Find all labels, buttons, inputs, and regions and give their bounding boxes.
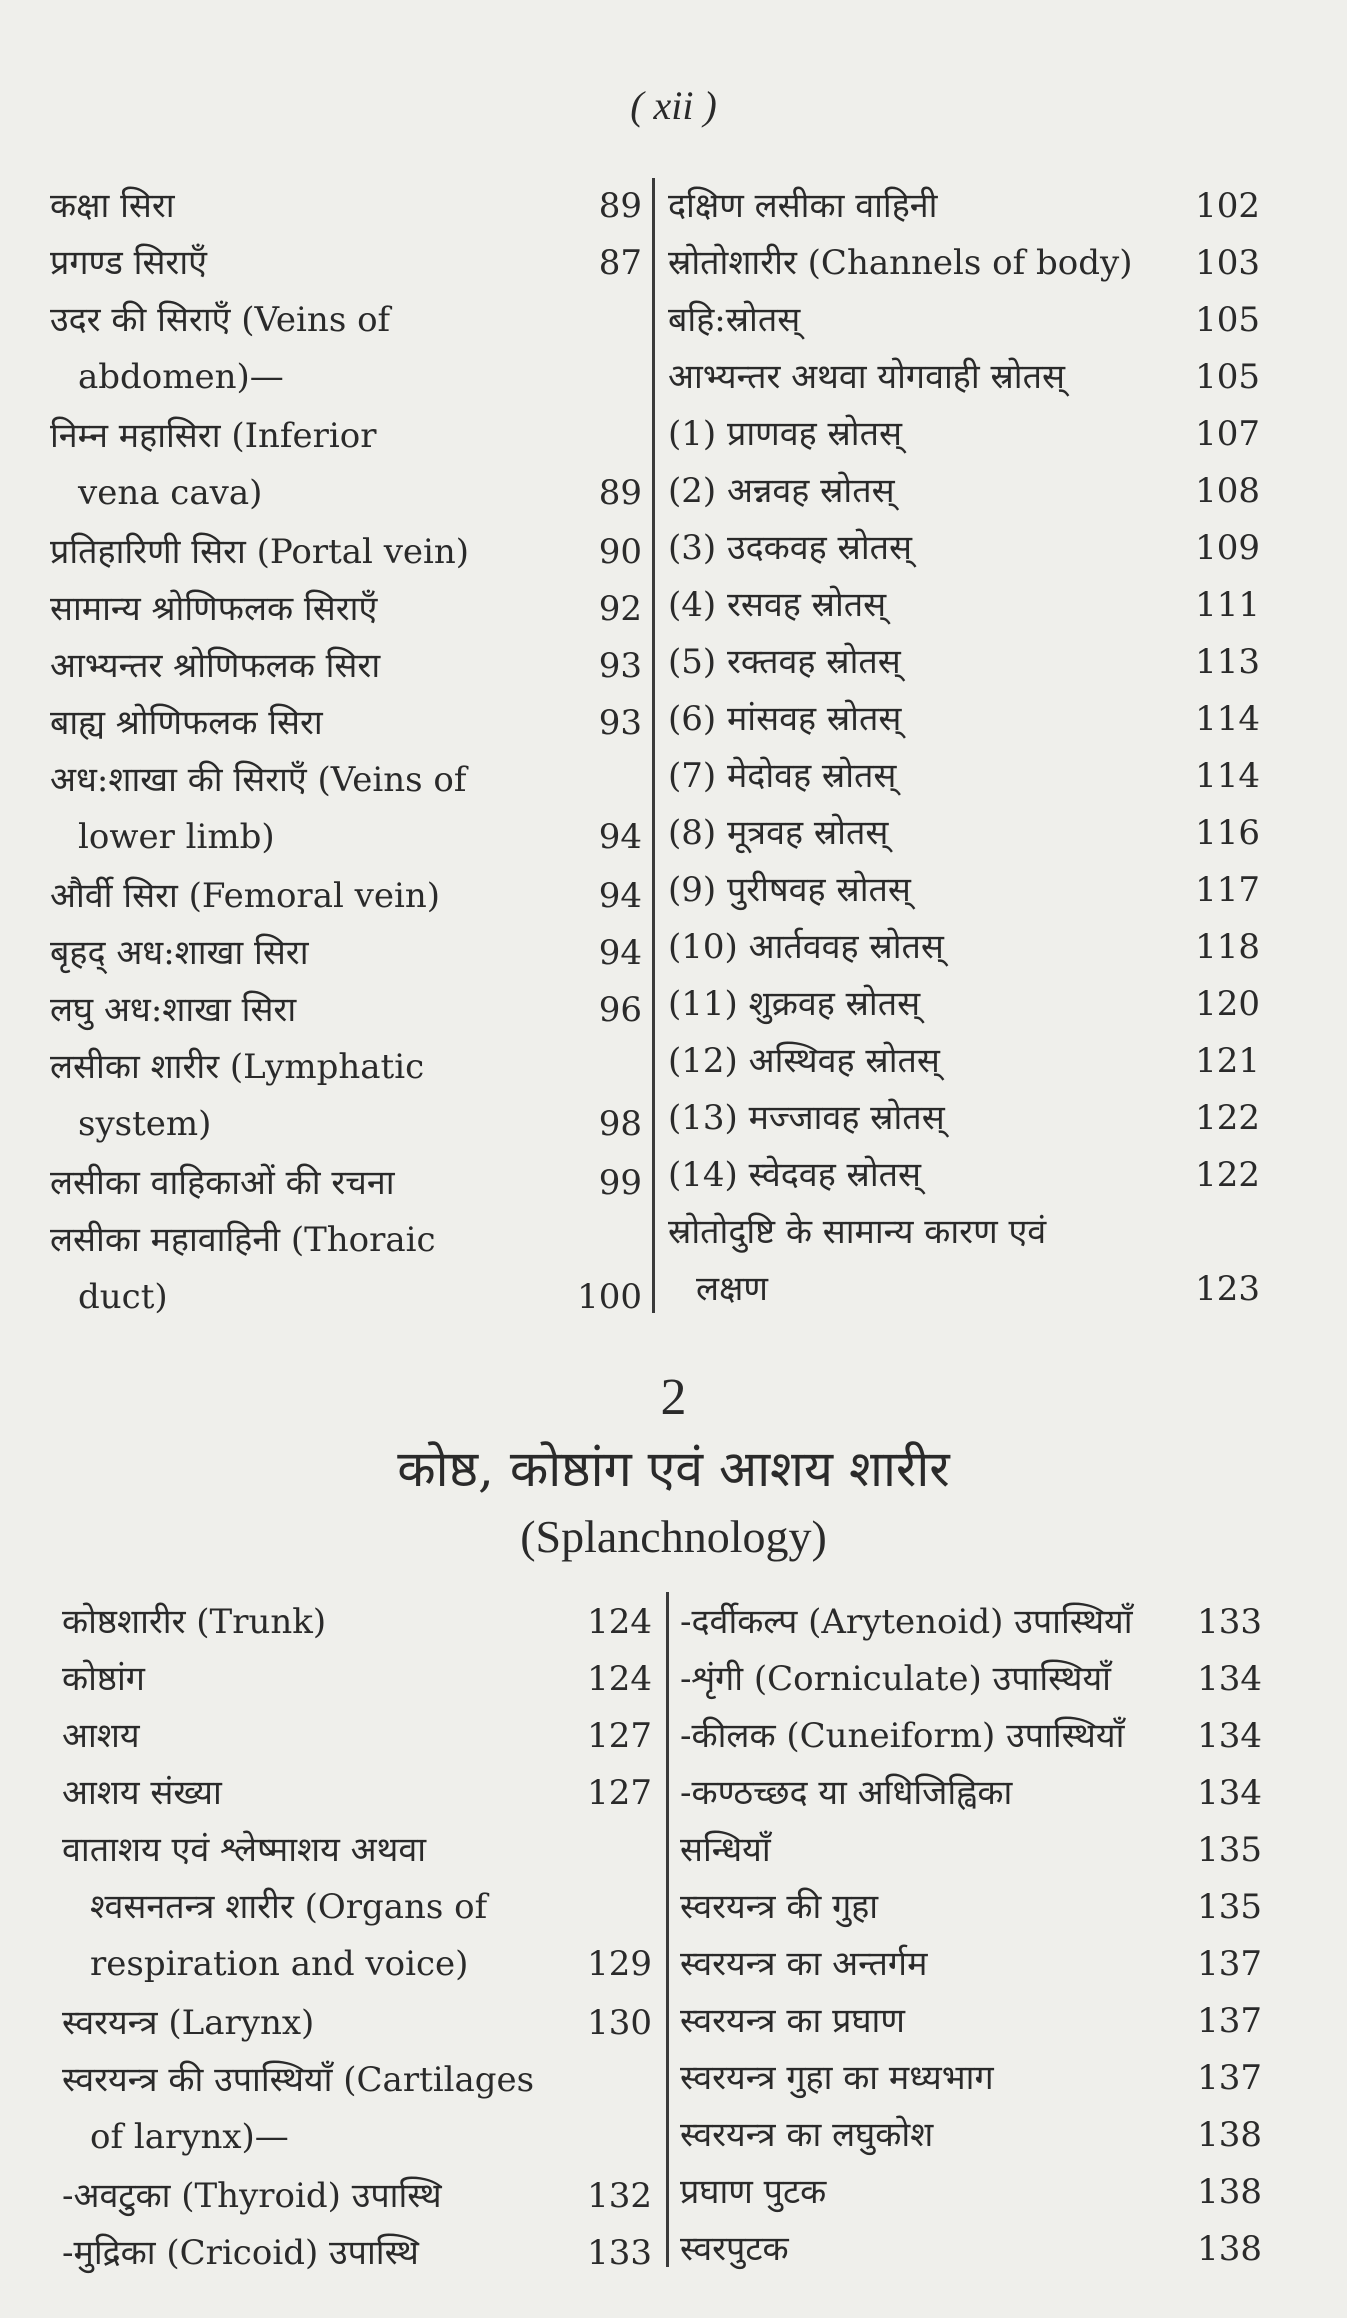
page-ref: 94 (598, 817, 642, 857)
entry-title: आभ्यन्तर श्रोणिफलक सिरा (50, 646, 381, 686)
entry-title: (11) शुक्रवह स्रोतस् (668, 984, 921, 1024)
page-ref: 99 (598, 1163, 642, 1203)
toc-entry (668, 178, 1260, 235)
page-ref: 122 (1195, 1155, 1260, 1195)
entry-title: कोष्ठशारीर (Trunk) (62, 1602, 327, 1642)
toc-entry (50, 752, 642, 866)
toc-entry (668, 463, 1260, 520)
page-ref: 138 (1197, 2115, 1262, 2155)
page-ref: 105 (1195, 357, 1260, 397)
page-ref: 124 (587, 1602, 652, 1642)
entry-title: लघु अध:शाखा सिरा (50, 990, 297, 1030)
toc-entry (668, 1033, 1260, 1090)
entry-title: उदर की सिराएँ (Veins of (50, 300, 391, 340)
page-ref: 93 (598, 703, 642, 743)
entry-title: -कण्ठच्छद या अधिजिह्विका (680, 1773, 1013, 1813)
page-ref: 90 (598, 532, 642, 572)
toc-entry (62, 1822, 652, 1993)
entry-title-continuation: respiration and voice) (90, 1944, 469, 1984)
entry-title: स्वरयन्त्र का अन्तर्गम (680, 1944, 928, 1984)
entry-title: (1) प्राणवह स्रोतस् (668, 414, 902, 454)
toc-entry (50, 581, 642, 638)
toc-entry (62, 1708, 652, 1765)
entry-title: अध:शाखा की सिराएँ (Veins of (50, 760, 467, 800)
page-ref: 127 (587, 1716, 652, 1756)
toc-entry (50, 178, 642, 235)
column-divider (652, 178, 655, 1313)
toc-entry (62, 1651, 652, 1708)
toc-entry (62, 2052, 652, 2166)
page-ref: 114 (1195, 699, 1260, 739)
entry-title: प्रघाण पुटक (680, 2172, 827, 2212)
toc-entry (680, 1594, 1262, 1651)
page-ref: 105 (1195, 300, 1260, 340)
toc-entry (50, 868, 642, 925)
toc-entry (62, 1765, 652, 1822)
entry-title: (7) मेदोवह स्रोतस् (668, 756, 897, 796)
toc-entry (668, 349, 1260, 406)
toc-entry (668, 406, 1260, 463)
toc-entry (680, 1822, 1262, 1879)
entry-title: (4) रसवह स्रोतस् (668, 585, 887, 625)
toc-entry (668, 862, 1260, 919)
page-ref: 109 (1195, 528, 1260, 568)
page-ref: 130 (587, 2003, 652, 2043)
page-ref: 138 (1197, 2172, 1262, 2212)
page-ref: 102 (1195, 186, 1260, 226)
entry-title-continuation: श्वसनतन्त्र शारीर (Organs of (90, 1887, 488, 1927)
toc-entry (50, 982, 642, 1039)
toc-entry (668, 235, 1260, 292)
entry-title: (2) अन्नवह स्रोतस् (668, 471, 895, 511)
entry-title: आशय संख्या (62, 1773, 222, 1813)
toc-entry (50, 524, 642, 581)
toc-entry (50, 292, 642, 406)
entry-title: स्रोतोशारीर (Channels of body) (668, 243, 1133, 283)
entry-title: (5) रक्तवह स्रोतस् (668, 642, 901, 682)
toc-entry (668, 634, 1260, 691)
page-number: ( xii ) (630, 83, 717, 128)
entry-title: सन्धियाँ (680, 1830, 771, 1870)
toc-entry (50, 1039, 642, 1153)
page-ref: 94 (598, 933, 642, 973)
toc-entry (668, 520, 1260, 577)
toc-entry (50, 925, 642, 982)
toc-entry (680, 1651, 1262, 1708)
entry-title: स्वरयन्त्र की उपास्थियाँ (Cartilages (62, 2060, 535, 2100)
page-ref: 87 (598, 243, 642, 283)
page-ref: 108 (1195, 471, 1260, 511)
entry-title: और्वी सिरा (Femoral vein) (50, 876, 441, 916)
chapter-number: 2 (660, 1369, 687, 1426)
toc-entry (668, 976, 1260, 1033)
entry-title: बहि:स्रोतस् (668, 300, 801, 340)
page-ref: 134 (1197, 1773, 1262, 1813)
toc-entry (680, 1936, 1262, 1993)
entry-title: -मुद्रिका (Cricoid) उपास्थि (62, 2233, 419, 2273)
page-ref: 111 (1195, 585, 1260, 625)
page-ref: 114 (1195, 756, 1260, 796)
entry-title: स्वरयन्त्र की गुहा (680, 1887, 879, 1927)
entry-title: (9) पुरीषवह स्रोतस् (668, 870, 911, 910)
entry-title: (8) मूत्रवह स्रोतस् (668, 813, 889, 853)
toc-entry (680, 1993, 1262, 2050)
entry-title-continuation: vena cava) (78, 473, 263, 513)
entry-title: (12) अस्थिवह स्रोतस् (668, 1041, 940, 1081)
toc-entry (680, 1708, 1262, 1765)
entry-title: बृहद् अध:शाखा सिरा (50, 933, 309, 973)
page-ref: 121 (1195, 1041, 1260, 1081)
entry-title: स्वरयन्त्र का लघुकोश (680, 2115, 934, 2155)
toc-entry (50, 235, 642, 292)
entry-title: लसीका वाहिकाओं की रचना (50, 1163, 395, 1203)
entry-title: स्वरयन्त्र गुहा का मध्यभाग (680, 2058, 994, 2098)
page-ref: 103 (1195, 243, 1260, 283)
entry-title: लसीका महावाहिनी (Thoraic (50, 1220, 436, 1260)
toc-entry (680, 1765, 1262, 1822)
entry-title: आभ्यन्तर अथवा योगवाही स्रोतस् (668, 357, 1065, 397)
toc-entry (668, 292, 1260, 349)
page-ref: 129 (587, 1944, 652, 1984)
page-ref: 120 (1195, 984, 1260, 1024)
entry-title: कक्षा सिरा (50, 186, 175, 226)
page-ref: 124 (587, 1659, 652, 1699)
entry-title: दक्षिण लसीका वाहिनी (668, 186, 938, 226)
entry-title: सामान्य श्रोणिफलक सिराएँ (50, 589, 378, 629)
page-ref: 135 (1197, 1830, 1262, 1870)
page-ref: 132 (587, 2176, 652, 2216)
page-ref: 89 (598, 473, 642, 513)
page-ref: 116 (1195, 813, 1260, 853)
page-ref: 100 (577, 1277, 642, 1317)
entry-title-continuation: lower limb) (78, 817, 275, 857)
toc-entry (50, 408, 642, 522)
entry-title: वाताशय एवं श्लेष्माशय अथवा (62, 1830, 427, 1870)
toc-entry (50, 1212, 642, 1326)
page-ref: 134 (1197, 1716, 1262, 1756)
toc-entry (668, 919, 1260, 976)
column-divider (666, 1592, 669, 2267)
entry-title: प्रगण्ड सिराएँ (50, 243, 207, 283)
toc-entry (50, 638, 642, 695)
toc-entry (680, 2164, 1262, 2221)
page-ref: 133 (587, 2233, 652, 2273)
page-ref: 92 (598, 589, 642, 629)
entry-title: -शृंगी (Corniculate) उपास्थियाँ (680, 1659, 1111, 1699)
page-ref: 118 (1195, 927, 1260, 967)
entry-title: बाह्य श्रोणिफलक सिरा (50, 703, 323, 743)
page-ref: 137 (1197, 2058, 1262, 2098)
toc-entry (668, 1204, 1260, 1318)
toc-entry (668, 1090, 1260, 1147)
entry-title-continuation: लक्षण (696, 1269, 769, 1309)
toc-entry (62, 2225, 652, 2282)
page-ref: 137 (1197, 2001, 1262, 2041)
page-ref: 122 (1195, 1098, 1260, 1138)
page-ref: 107 (1195, 414, 1260, 454)
entry-title-continuation: duct) (78, 1277, 168, 1317)
entry-title: (13) मज्जावह स्रोतस् (668, 1098, 945, 1138)
toc-entry (668, 748, 1260, 805)
chapter-title-hindi: कोष्ठ, कोष्ठांग एवं आशय शारीर (397, 1440, 950, 1498)
page-ref: 94 (598, 876, 642, 916)
entry-title: प्रतिहारिणी सिरा (Portal vein) (50, 532, 470, 572)
entry-title: स्रोतोदुष्टि के सामान्य कारण एवं (668, 1212, 1047, 1252)
toc-entry (668, 805, 1260, 862)
entry-title: -दर्वीकल्प (Arytenoid) उपास्थियाँ (680, 1602, 1133, 1642)
page-ref: 133 (1197, 1602, 1262, 1642)
entry-title: स्वरयन्त्र का प्रघाण (680, 2001, 905, 2041)
page-ref: 93 (598, 646, 642, 686)
toc-entry (680, 2107, 1262, 2164)
page-ref: 134 (1197, 1659, 1262, 1699)
toc-entry (680, 2050, 1262, 2107)
entry-title: (3) उदकवह स्रोतस् (668, 528, 913, 568)
page-ref: 113 (1195, 642, 1260, 682)
entry-title: (14) स्वेदवह स्रोतस् (668, 1155, 922, 1195)
toc-entry (668, 577, 1260, 634)
page-ref: 96 (598, 990, 642, 1030)
page-ref: 137 (1197, 1944, 1262, 1984)
page-ref: 117 (1195, 870, 1260, 910)
toc-entry (668, 1147, 1260, 1204)
entry-title-continuation: abdomen)— (78, 357, 284, 397)
entry-title: लसीका शारीर (Lymphatic (50, 1047, 425, 1087)
entry-title: स्वरयन्त्र (Larynx) (62, 2003, 315, 2043)
chapter-title-english: (Splanchnology) (520, 1511, 827, 1562)
page-ref: 123 (1195, 1269, 1260, 1309)
entry-title: -अवटुका (Thyroid) उपास्थि (62, 2176, 442, 2216)
page-ref: 135 (1197, 1887, 1262, 1927)
toc-entry (50, 695, 642, 752)
entry-title: (10) आर्तववह स्रोतस् (668, 927, 944, 967)
toc-entry (62, 1594, 652, 1651)
entry-title: (6) मांसवह स्रोतस् (668, 699, 902, 739)
entry-title: -कीलक (Cuneiform) उपास्थियाँ (680, 1716, 1125, 1756)
toc-entry (62, 1995, 652, 2052)
entry-title-continuation: system) (78, 1104, 212, 1144)
entry-title: निम्न महासिरा (Inferior (50, 416, 377, 456)
page-ref: 98 (598, 1104, 642, 1144)
page-ref: 127 (587, 1773, 652, 1813)
entry-title: स्वरपुटक (680, 2229, 789, 2269)
toc-entry (680, 2221, 1262, 2278)
page-ref: 138 (1197, 2229, 1262, 2269)
entry-title: आशय (62, 1716, 140, 1756)
toc-entry (50, 1155, 642, 1212)
toc-entry (668, 691, 1260, 748)
entry-title-continuation: of larynx)— (90, 2117, 289, 2157)
toc-entry (680, 1879, 1262, 1936)
page-ref: 89 (598, 186, 642, 226)
entry-title: कोष्ठांग (62, 1659, 145, 1699)
toc-entry (62, 2168, 652, 2225)
